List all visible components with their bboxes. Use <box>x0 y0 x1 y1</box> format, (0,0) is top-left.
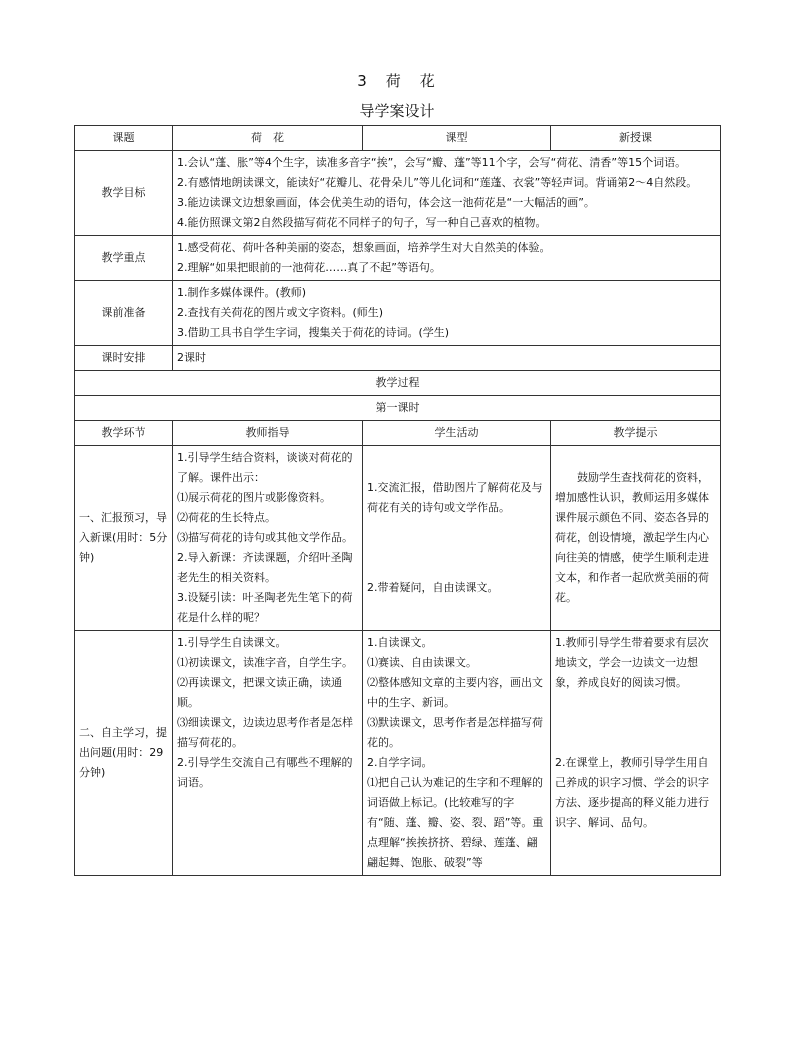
keypoint-line: 2.理解“如果把眼前的一池荷花……真了不起”等语句。 <box>177 261 441 274</box>
table-row <box>75 371 721 396</box>
keypoints-content <box>173 236 721 281</box>
teacher-line: 3.设疑引读：叶圣陶老先生笔下的荷花是什么样的呢？ <box>177 591 353 624</box>
table-row <box>75 281 721 346</box>
col-student: 学生活动 <box>363 421 551 446</box>
prep-line: 3.借助工具书自学生字词，搜集关于荷花的诗词。(学生) <box>177 326 450 339</box>
student-line: ⑴赛读、自由读课文。 <box>367 656 477 669</box>
stage2-teacher <box>173 631 363 876</box>
student-line: 2.自学字词。 <box>367 756 433 769</box>
prep-line: 1.制作多媒体课件。(教师) <box>177 286 307 299</box>
student-line: ⑶默读课文，思考作者是怎样描写荷花的。 <box>367 716 543 749</box>
student-line: 1.自读课文。 <box>367 636 433 649</box>
goal-line: 4.能仿照课文第2自然段描写荷花不同样子的句子，写一种自己喜欢的植物。 <box>177 216 547 229</box>
goals-label: 教学目标 <box>75 151 173 236</box>
schedule-label: 课时安排 <box>75 346 173 371</box>
table-row <box>75 126 721 151</box>
student-line: 2.带着疑问，自由读课文。 <box>367 581 499 594</box>
prep-label: 课前准备 <box>75 281 173 346</box>
stage2-label: 二、自主学习，提出问题(用时：29分钟) <box>75 631 173 876</box>
teacher-line: 1.引导学生自读课文。 <box>177 636 287 649</box>
keypoints-label: 教学重点 <box>75 236 173 281</box>
student-line: ⑴把自己认为难记的生字和不理解的词语做上标记。(比较难写的字有“随、蓬、瓣、姿、裂、蹈”等。重点理解“挨挨挤挤、碧绿、莲蓬、翩翩起舞、饱胀、破裂”等 <box>367 776 544 869</box>
prep-content <box>173 281 721 346</box>
table-row <box>75 631 721 876</box>
goals-content <box>173 151 721 236</box>
teacher-line: 1.引导学生结合资料，谈谈对荷花的了解。课件出示： <box>177 451 353 484</box>
stage1-label: 一、汇报预习，导入新课(用时：5分钟) <box>75 446 173 631</box>
teacher-line: ⑵荷花的生长特点。 <box>177 511 276 524</box>
teacher-line: ⑶细读课文，边读边思考作者是怎样描写荷花的。 <box>177 716 353 749</box>
table-row <box>75 346 721 371</box>
goal-line: 1.会认“蓬、胀”等4个生字，读准多音字“挨”，会写“瓣、蓬”等11个字，会写“荷花、清香”等15个词语。 <box>177 156 687 169</box>
lesson-plan-table <box>74 125 721 876</box>
header-topic-label: 课题 <box>75 126 173 151</box>
spacer <box>555 693 716 753</box>
student-line: ⑵整体感知文章的主要内容，画出文中的生字、新词。 <box>367 676 543 709</box>
teacher-line: ⑵再读课文，把课文读正确，读通顺。 <box>177 676 342 709</box>
header-topic-value: 荷 花 <box>173 126 363 151</box>
goal-line: 2.有感情地朗读课文，能读好“花瓣儿、花骨朵儿”等儿化词和“莲蓬、衣裳”等轻声词。背诵第2～4自然段。 <box>177 176 698 189</box>
stage1-tip: 鼓励学生查找荷花的资料，增加感性认识，教师运用多媒体课件展示颜色不同、姿态各异的荷花，创设情境，激起学生内心向往美的情感，使学生顺利走进文本，和作者一起欣赏美丽的荷花。 <box>551 446 721 631</box>
prep-line: 2.查找有关荷花的图片或文字资料。(师生) <box>177 306 384 319</box>
teacher-line: 2.导入新课：齐读课题，介绍叶圣陶老先生的相关资料。 <box>177 551 353 584</box>
tip-line: 1.教师引导学生带着要求有层次地读文，学会一边读文一边想象，养成良好的阅读习惯。 <box>555 636 709 689</box>
header-type-value: 新授课 <box>551 126 721 151</box>
process-heading: 教学过程 <box>75 371 721 396</box>
col-teacher: 教师指导 <box>173 421 363 446</box>
student-line: 1.交流汇报，借助图片了解荷花及与荷花有关的诗句或文学作品。 <box>367 481 543 514</box>
teacher-line: ⑶描写荷花的诗句或其他文学作品。 <box>177 531 353 544</box>
teacher-line: 2.引导学生交流自己有哪些不理解的词语。 <box>177 756 353 789</box>
lesson-heading: 第一课时 <box>75 396 721 421</box>
table-row <box>75 421 721 446</box>
col-tip: 教学提示 <box>551 421 721 446</box>
header-type-label: 课型 <box>363 126 551 151</box>
col-stage: 教学环节 <box>75 421 173 446</box>
table-row <box>75 396 721 421</box>
table-row <box>75 446 721 631</box>
stage2-student <box>363 631 551 876</box>
goal-line: 3.能边读课文边想象画面，体会优美生动的语句，体会这一池荷花是“一大幅活的画”。 <box>177 196 595 209</box>
teacher-line: ⑴初读课文，读准字音，自学生字。 <box>177 656 353 669</box>
schedule-value: 2课时 <box>173 346 721 371</box>
spacer <box>367 518 546 578</box>
teacher-line: ⑴展示荷花的图片或影像资料。 <box>177 491 331 504</box>
page-subtitle: 导学案设计 <box>359 102 435 120</box>
table-row <box>75 236 721 281</box>
keypoint-line: 1.感受荷花、荷叶各种美丽的姿态，想象画面，培养学生对大自然美的体验。 <box>177 241 551 254</box>
stage1-student <box>363 446 551 631</box>
tip-line: 2.在课堂上，教师引导学生用自己养成的识字习惯、学会的识字方法、逐步提高的释义能力进行识字、解词、品句。 <box>555 756 709 829</box>
table-row <box>75 151 721 236</box>
stage2-tips <box>551 631 721 876</box>
page-title: 3 荷 花 <box>357 72 437 90</box>
stage1-teacher <box>173 446 363 631</box>
